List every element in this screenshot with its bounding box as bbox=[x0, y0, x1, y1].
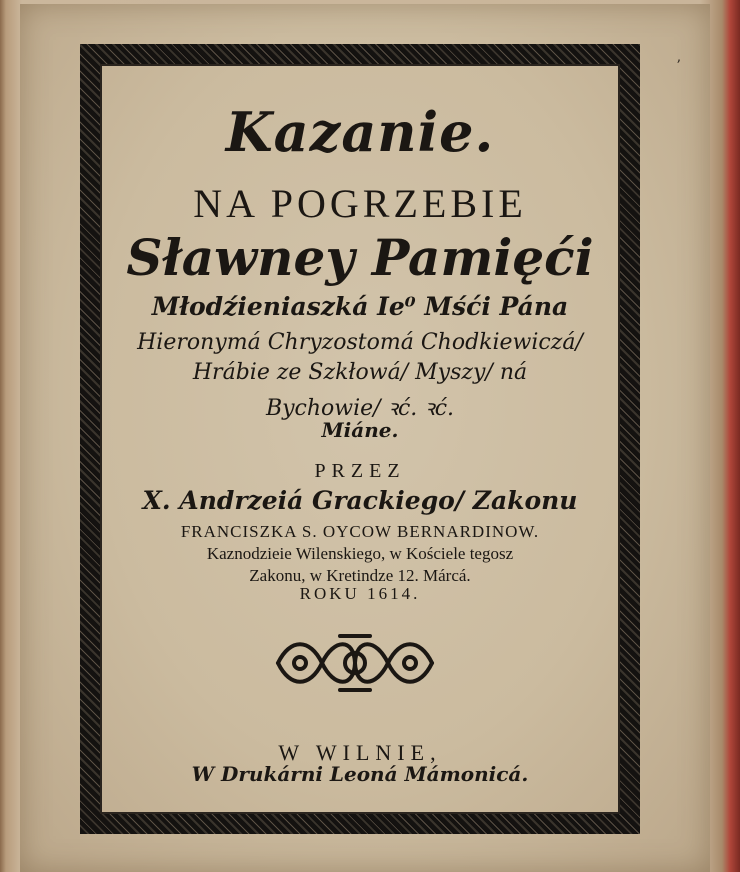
przez-label: PRZEZ bbox=[314, 460, 406, 482]
subtitle-hieronyma: Hieronymá Chryzostomá Chodkiewiczá/ bbox=[137, 330, 583, 355]
subtitle-miane: Miáne. bbox=[321, 418, 399, 442]
title: Kazanie. bbox=[225, 100, 495, 164]
year-line: ROKU 1614. bbox=[299, 584, 421, 603]
place-date-line: Zakonu, w Kretindze 12. Márcá. bbox=[249, 566, 471, 585]
author-line: X. Andrzeiá Grackiego/ Zakonu bbox=[142, 486, 578, 515]
subtitle-hrabie: Hrábie ze Szkłowá/ Myszy/ ná bbox=[192, 360, 528, 385]
subtitle-na-pogrzebie: NA POGRZEBIE bbox=[193, 181, 527, 226]
subtitle-bychowie: Bychowie/ ꝛć. ꝛć. bbox=[265, 396, 455, 421]
subtitle-mlodzienaszka: Młodźieniaszká Ie⁰ Mśći Pána bbox=[151, 292, 569, 321]
preacher-line: Kaznodzieie Wilenskiego, w Kościele tegosz bbox=[206, 544, 514, 563]
subtitle-slawney: Sławney Pamięći bbox=[126, 228, 594, 287]
order-line: FRANCISZKA S. OYCOW BERNARDINOW. bbox=[180, 522, 540, 541]
printer-line: W Drukárni Leoná Mámonicá. bbox=[191, 762, 529, 786]
page-mark: ʼ bbox=[676, 58, 681, 74]
city-line: W WILNIE, bbox=[278, 740, 442, 765]
knotwork-ornament-icon bbox=[270, 628, 440, 698]
